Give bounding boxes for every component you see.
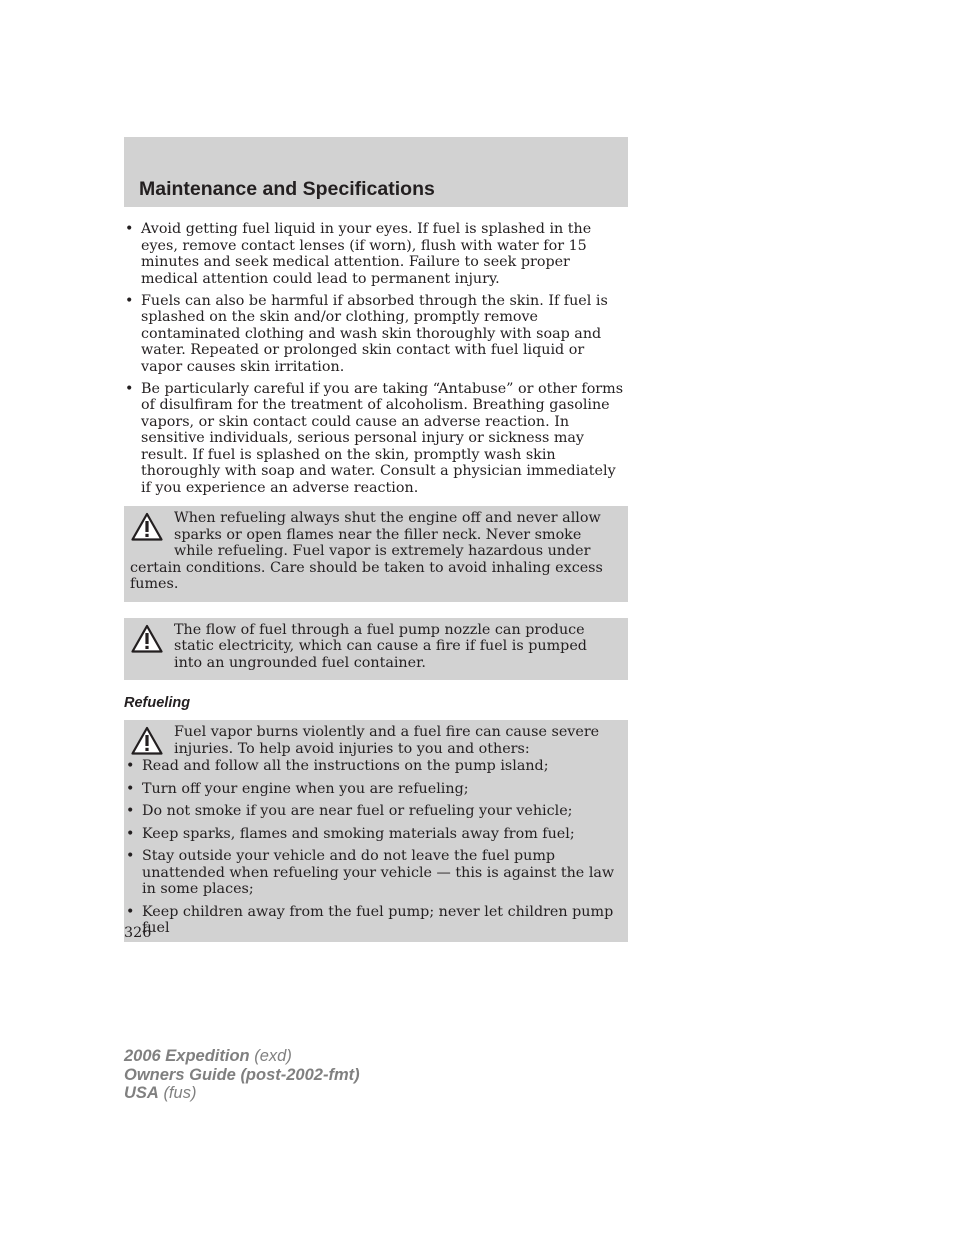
footer-guide-name: Owners Guide (post-2002-fmt) <box>124 1065 360 1084</box>
list-item: • Keep sparks, flames and smoking materials away from fuel; <box>125 826 618 843</box>
warning-triangle-icon <box>131 726 163 756</box>
warning-text: When refueling always shut the engine off and never allow sparks or open flames near the filler neck. Never smoke while refueling. Fuel vapor is extremely hazardous under certain conditions. Care should be taken to avoid inhaling excess fumes. <box>130 510 603 592</box>
refueling-bullet-list <box>125 758 618 937</box>
footer-market-code: (fus) <box>163 1084 197 1102</box>
warning-triangle-icon <box>131 512 163 542</box>
list-item: • Keep children away from the fuel pump; never let children pump fuel <box>125 904 618 937</box>
footer-line-guide <box>124 1066 360 1085</box>
list-item: • Stay outside your vehicle and do not leave the fuel pump unattended when refueling your vehicle — this is against the law in some places; <box>125 848 618 898</box>
footer-market-name: USA <box>124 1084 159 1102</box>
list-item: • Fuels can also be harmful if absorbed through the skin. If fuel is splashed on the skin and/or clothing, promptly remove contaminated clothing and wash skin thoroughly with soap and water. Repeated or prolonged skin contact with fuel liquid or vapor causes skin irritation. <box>124 293 628 376</box>
list-item: • Be particularly careful if you are taking “Antabuse” or other forms of disulfiram for the treatment of alcoholism. Breathing gasoline vapors, or skin contact could cause an adverse reaction. In sensitive individuals, serious personal injury or sickness may result. If fuel is splashed on the skin, promptly wash skin thoroughly with soap and water. Consult a physician immediately if you experience an adverse reaction. <box>124 381 628 497</box>
list-item: • Avoid getting fuel liquid in your eyes. If fuel is splashed in the eyes, remove contact lenses (if worn), flush with water for 15 minutes and seek medical attention. Failure to seek proper medical attention could lead to permanent injury. <box>124 221 628 287</box>
footer-line-model <box>124 1047 360 1066</box>
page-content <box>124 221 628 942</box>
footer-model-name: 2006 Expedition <box>124 1047 250 1065</box>
safety-bullet-list <box>124 221 628 496</box>
warning-text: Fuel vapor burns violently and a fuel fire can cause severe injuries. To help avoid injuries to you and others: <box>174 724 600 757</box>
footer-model-code: (exd) <box>254 1047 292 1065</box>
warning-box-refueling-engine-off <box>124 506 628 602</box>
list-item: • Read and follow all the instructions on the pump island; <box>125 758 618 775</box>
warning-triangle-icon <box>131 624 163 654</box>
footer-line-market <box>124 1084 360 1103</box>
list-item: • Do not smoke if you are near fuel or refueling your vehicle; <box>125 803 618 820</box>
page-number: 326 <box>124 925 152 941</box>
list-item: • Turn off your engine when you are refueling; <box>125 781 618 798</box>
refueling-heading: Refueling <box>124 695 191 711</box>
warning-box-refueling <box>124 720 628 942</box>
section-title: Maintenance and Specifications <box>139 178 435 200</box>
warning-box-static-electricity <box>124 618 628 681</box>
section-header-band <box>124 137 628 207</box>
warning-text: The flow of fuel through a fuel pump nozzle can produce static electricity, which can cause a fire if fuel is pumped into an ungrounded fuel container. <box>174 621 587 671</box>
document-footer <box>124 1047 360 1103</box>
